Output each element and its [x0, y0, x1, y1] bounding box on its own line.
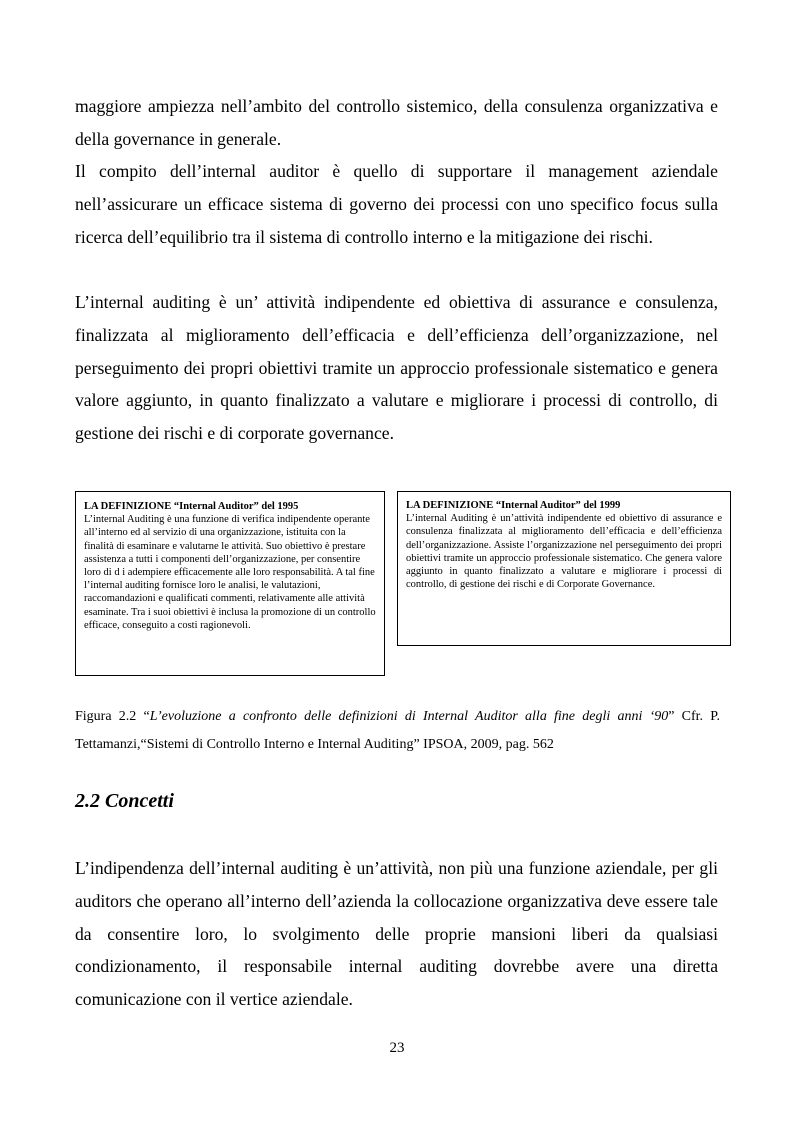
figure-caption-title: L’evoluzione a confronto delle definizioni di Internal Auditor alla fine degli anni ‘90	[149, 709, 669, 724]
paragraph-independence: L’indipendenza dell’internal auditing è un’attività, non più una funzione aziendale, per gli auditors che operano all’interno dell’azienda la collocazione organizzativa deve essere tale da consentire loro, lo svolgimento delle proprie mansioni liberi da qualsiasi condizionamento, il responsabile internal auditing dovrebbe avere una diretta comunicazione con il vertice aziendale.	[75, 858, 718, 1010]
figure-caption	[75, 703, 720, 759]
section-heading: 2.2 Concetti	[75, 790, 174, 812]
definition-box-1999-title: LA DEFINIZIONE “Internal Auditor” del 1999	[406, 500, 621, 511]
figure-caption-source: ” Cfr. P. Tettamanzi,“Sistemi di Controllo Interno e Internal Auditing” IPSOA, 2009, pag. 562	[75, 709, 721, 752]
paragraph-auditing-definition: L’internal auditing è un’ attività indipendente ed obiettiva di assurance e consulenza, finalizzata al miglioramento dell’efficacia e dell’efficienza dell’organizzazione, nel perseguimento dei propri obiettivi tramite un approccio professionale sistematico e genera valore aggiunto, in quanto finalizzato a valutare e migliorare i processi di controllo, di gestione dei rischi e di corporate governance.	[75, 292, 718, 444]
definition-box-1995-body: L’internal Auditing è una funzione di verifica indipendente operante all’interno ed al servizio di una organizzazione, istituita con la finalità di esaminare e valutarne le attività. Suo obiettivo è prestare assistenza a tutti i componenti dell’organizzazione, per consentire loro di d i adempiere efficacemente alle loro responsabilità. A tal fine l’internal auditing fornisce loro le analisi, le valutazioni, raccomandazioni e qualificati commenti, relativamente alle attività esaminate. Tra i suoi obiettivi è inclusa la promozione di un controllo efficace, conseguito a costi ragionevoli.	[84, 514, 376, 631]
page-number: 23	[389, 1040, 405, 1056]
paragraph-governance: maggiore ampiezza nell’ambito del controllo sistemico, della consulenza organizzativa e della governance in generale.	[75, 96, 718, 149]
definition-box-1995	[75, 491, 385, 676]
definition-box-1999	[397, 491, 731, 646]
definition-box-1999-body: L’internal Auditing è un’attività indipendente ed obiettivo di assurance e consulenza finalizzata al miglioramento dell’efficacia e dell’efficienza dell’organizzazione. Assiste l’organizzazione nel perseguimento dei propri obiettivi tramite un approccio professionale sistematico. Che genera valore aggiunto in quanto finalizzato a valutare e migliorare i processi di controllo, di gestione dei rischi e di Corporate Governance.	[406, 513, 722, 591]
definition-box-1995-title: LA DEFINIZIONE “Internal Auditor” del 1995	[84, 501, 299, 512]
figure-caption-prefix: Figura 2.2 “	[75, 709, 150, 724]
paragraph-auditor-role: Il compito dell’internal auditor è quello di supportare il management aziendale nell’assicurare un efficace sistema di governo dei processi con uno specifico focus sulla ricerca dell’equilibrio tra il sistema di controllo interno e la mitigazione dei rischi.	[75, 161, 718, 247]
